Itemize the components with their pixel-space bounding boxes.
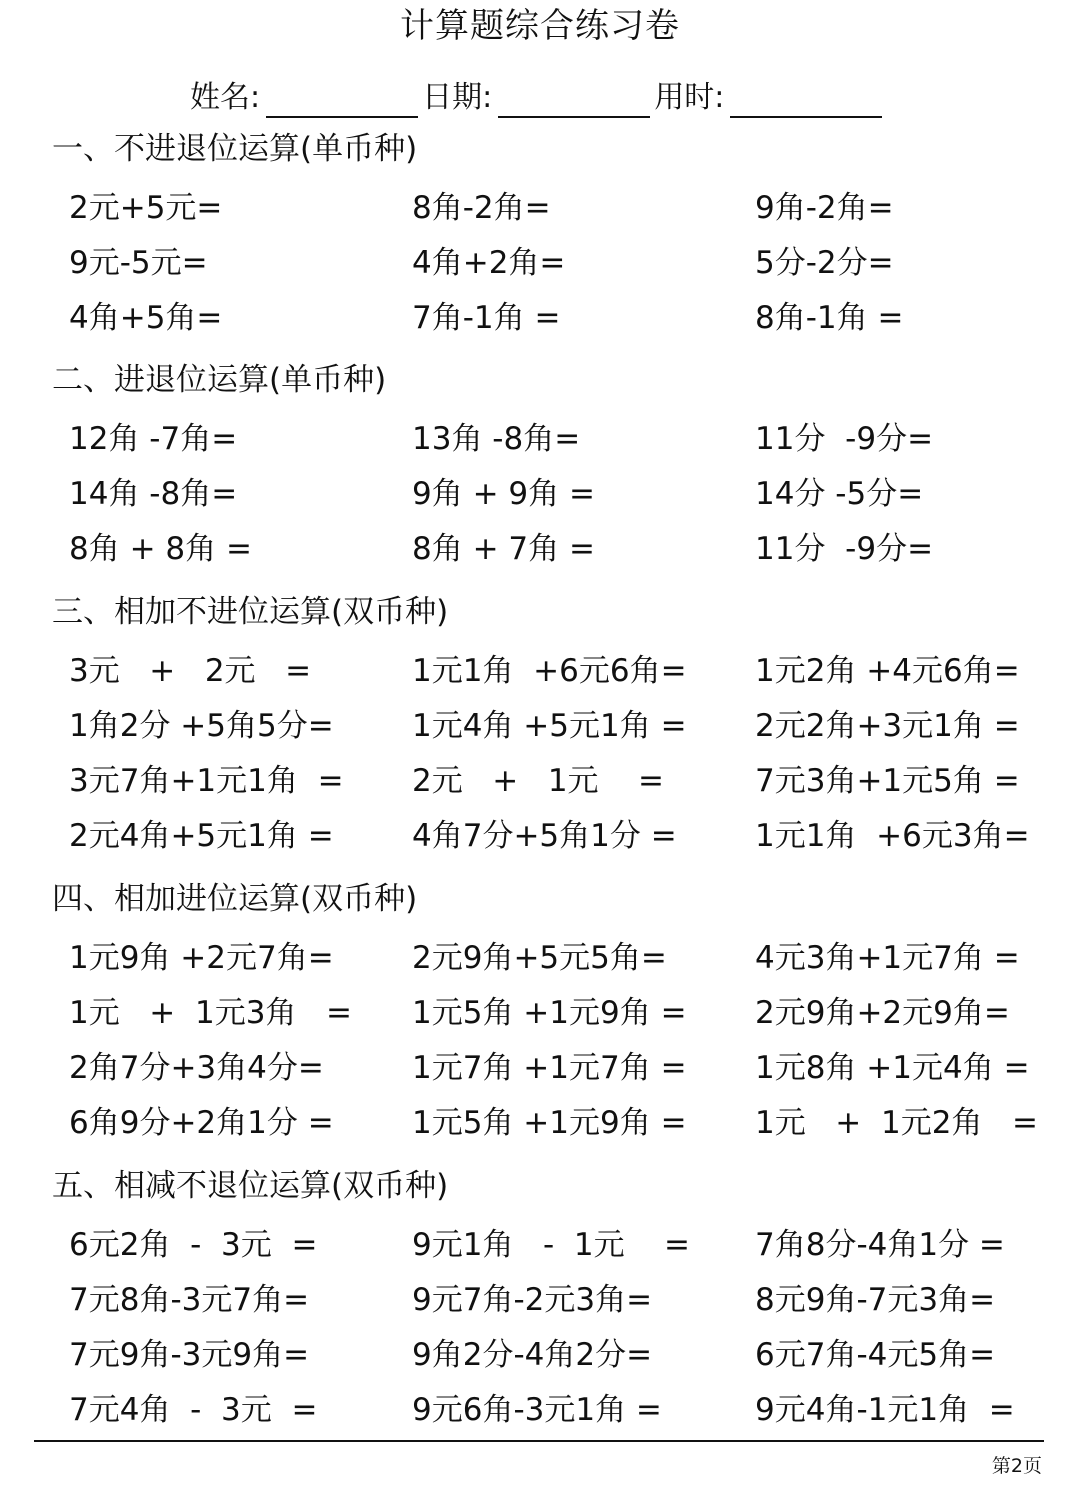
problem: 14分 -5分=	[755, 476, 924, 512]
section-heading: 二、进退位运算(单币种)	[52, 362, 387, 398]
problem: 7元3角+1元5角 =	[755, 763, 1020, 799]
problem: 2元9角+2元9角=	[755, 995, 1010, 1031]
problem: 9元6角-3元1角 =	[412, 1392, 662, 1428]
time-blank[interactable]	[730, 86, 882, 118]
problem: 7角8分-4角1分 =	[755, 1227, 1005, 1263]
section-heading: 五、相减不退位运算(双币种)	[52, 1168, 449, 1204]
problem: 9元7角-2元3角=	[412, 1282, 653, 1318]
problem: 14角 -8角=	[69, 476, 238, 512]
problem: 7元9角-3元9角=	[69, 1337, 310, 1373]
problem: 3元7角+1元1角 =	[69, 763, 344, 799]
page-number: 第2页	[991, 1455, 1042, 1477]
problem: 9角-2角=	[755, 190, 894, 226]
problem: 1元8角 +1元4角 =	[755, 1050, 1030, 1086]
problem: 4元3角+1元7角 =	[755, 940, 1020, 976]
problem: 2元4角+5元1角 =	[69, 818, 334, 854]
section-5	[52, 1164, 1052, 1438]
problem: 11分 -9分=	[755, 531, 934, 567]
problem: 5分-2分=	[755, 245, 894, 281]
problem-grid	[52, 412, 1052, 577]
problem-grid	[52, 931, 1052, 1151]
problem: 4角7分+5角1分 =	[412, 818, 677, 854]
problem: 1元5角 +1元9角 =	[412, 1105, 687, 1141]
section-heading: 三、相加不进位运算(双币种)	[52, 594, 449, 630]
problem: 6角9分+2角1分 =	[69, 1105, 334, 1141]
problem: 7元8角-3元7角=	[69, 1282, 310, 1318]
problem: 1角2分 +5角5分=	[69, 708, 334, 744]
section-4	[52, 877, 1052, 1151]
problem: 4角+5角=	[69, 300, 223, 336]
problem: 3元 + 2元 =	[69, 653, 312, 689]
problem: 12角 -7角=	[69, 421, 238, 457]
problem: 2角7分+3角4分=	[69, 1050, 324, 1086]
problem: 2元9角+5元5角=	[412, 940, 667, 976]
section-heading: 一、不进退位运算(单币种)	[52, 131, 418, 167]
problem: 1元5角 +1元9角 =	[412, 995, 687, 1031]
problem: 1元1角 +6元3角=	[755, 818, 1030, 854]
name-blank[interactable]	[266, 86, 418, 118]
section-2	[52, 358, 1052, 577]
problem: 8角-2角=	[412, 190, 551, 226]
date-blank[interactable]	[498, 86, 650, 118]
problem: 9元-5元=	[69, 245, 208, 281]
problem: 4角+2角=	[412, 245, 566, 281]
problem-grid	[52, 181, 1052, 346]
problem: 8元9角-7元3角=	[755, 1282, 996, 1318]
footer-divider	[34, 1440, 1044, 1442]
problem-grid	[52, 1218, 1052, 1438]
problem: 2元+5元=	[69, 190, 223, 226]
problem: 1元2角 +4元6角=	[755, 653, 1020, 689]
problem: 1元 + 1元2角 =	[755, 1105, 1038, 1141]
problem: 7元4角 - 3元 =	[69, 1392, 318, 1428]
time-label: 用时:	[654, 80, 725, 115]
problem: 9角2分-4角2分=	[412, 1337, 653, 1373]
date-label: 日期:	[422, 80, 493, 115]
problem: 9角 + 9角 =	[412, 476, 595, 512]
problem: 1元7角 +1元7角 =	[412, 1050, 687, 1086]
section-heading: 四、相加进位运算(双币种)	[52, 881, 418, 917]
problem: 7角-1角 =	[412, 300, 561, 336]
problem: 11分 -9分=	[755, 421, 934, 457]
problem: 2元2角+3元1角 =	[755, 708, 1020, 744]
problem: 8角 + 7角 =	[412, 531, 595, 567]
problem: 1元9角 +2元7角=	[69, 940, 334, 976]
problem: 13角 -8角=	[412, 421, 581, 457]
problem: 2元 + 1元 =	[412, 763, 664, 799]
student-info-row	[190, 74, 886, 118]
problem: 1元4角 +5元1角 =	[412, 708, 687, 744]
problem: 9元4角-1元1角 =	[755, 1392, 1015, 1428]
problem: 1元1角 +6元6角=	[412, 653, 687, 689]
section-3	[52, 590, 1052, 864]
problem: 6元7角-4元5角=	[755, 1337, 996, 1373]
problem: 8角-1角 =	[755, 300, 904, 336]
problem: 9元1角 - 1元 =	[412, 1227, 691, 1263]
problem: 6元2角 - 3元 =	[69, 1227, 318, 1263]
name-label: 姓名:	[190, 80, 261, 115]
problem: 8角 + 8角 =	[69, 531, 252, 567]
section-1	[52, 127, 1052, 346]
page-title: 计算题综合练习卷	[400, 6, 680, 46]
problem-grid	[52, 644, 1052, 864]
problem: 1元 + 1元3角 =	[69, 995, 352, 1031]
